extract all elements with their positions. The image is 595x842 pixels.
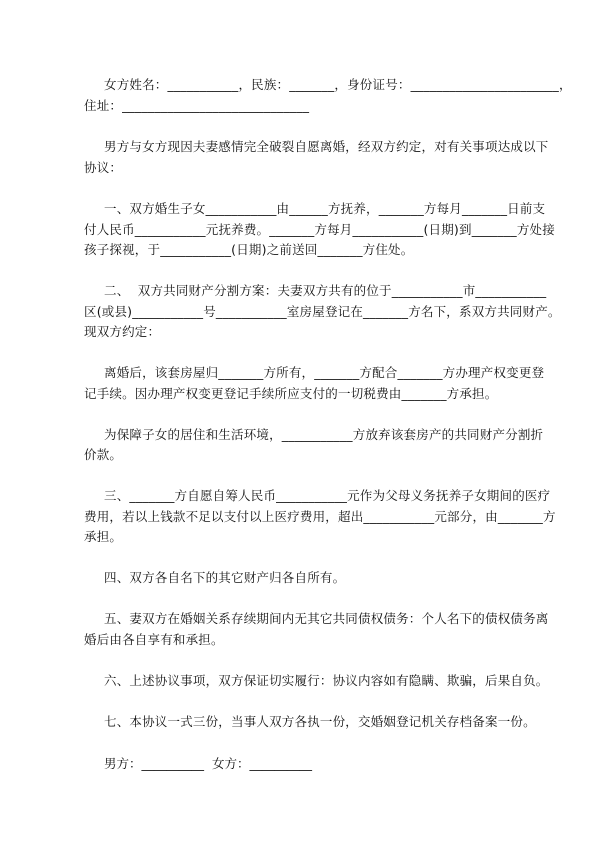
clause-3-line-1: 三、_______方自愿自筹人民币___________元作为父母义务抚养子女期间的医疗 bbox=[104, 488, 551, 503]
signature-line: 男方：__________ 女方：__________ bbox=[104, 756, 312, 771]
clause-1-line-1: 一、双方婚生子女___________由______方抚养，_______方每月_______日前支 bbox=[104, 201, 546, 216]
clause-1-line-3: 孩子探视，于___________(日期)之前送回_______方住处。 bbox=[84, 242, 414, 257]
clause-2-line-2: 区(或县)___________号___________室房屋登记在_______方名下，系双方共同财产。 bbox=[84, 304, 561, 319]
house-arrangement-line-2: 记手续。因办理产权变更登记手续所应支付的一切税费由_______方承担。 bbox=[84, 386, 498, 401]
clause-2-line-1: 二、 双方共同财产分割方案：夫妻双方共有的位于___________市___________ bbox=[104, 283, 547, 298]
clause-5-line-2: 婚后由各自享有和承担。 bbox=[84, 632, 224, 647]
clause-1-line-2: 付人民币___________元抚养费。_______方每月___________(日期)到_______方处接 bbox=[84, 222, 555, 237]
clause-6-line: 六、上述协议事项，双方保证切实履行：协议内容如有隐瞒、欺骗，后果自负。 bbox=[104, 673, 549, 688]
clause-4-line: 四、双方各自名下的其它财产归各自所有。 bbox=[104, 570, 346, 585]
clause-5-line-1: 五、妻双方在婚姻关系存续期间内无其它共同债权债务：个人名下的债权债务离 bbox=[104, 611, 549, 626]
female-address-line: 住址：_____________________________ bbox=[84, 98, 310, 113]
preamble-line-2: 协议： bbox=[84, 160, 123, 175]
clause-7-line: 七、本协议一式三份，当事人双方各执一份，交婚姻登记机关存档备案一份。 bbox=[104, 714, 536, 729]
house-arrangement-line-1: 离婚后，该套房屋归_______方所有，_______方配合_______方办理产权变更登 bbox=[104, 365, 545, 380]
child-housing-line-1: 为保障子女的居住和生活环境，___________方放弃该套房产的共同财产分割折 bbox=[104, 427, 544, 442]
female-party-info-line: 女方姓名：___________，民族：_______，身份证号：_______________________， bbox=[104, 77, 572, 92]
child-housing-line-2: 价款。 bbox=[84, 447, 123, 462]
clause-3-line-3: 承担。 bbox=[84, 529, 123, 544]
preamble-line-1: 男方与女方现因夫妻感情完全破裂自愿离婚，经双方约定，对有关事项达成以下 bbox=[104, 139, 549, 154]
clause-3-line-2: 费用，若以上钱款不足以支付以上医疗费用，超出___________元部分，由_______方 bbox=[84, 509, 556, 524]
clause-2-line-3: 现双方约定： bbox=[84, 324, 161, 339]
